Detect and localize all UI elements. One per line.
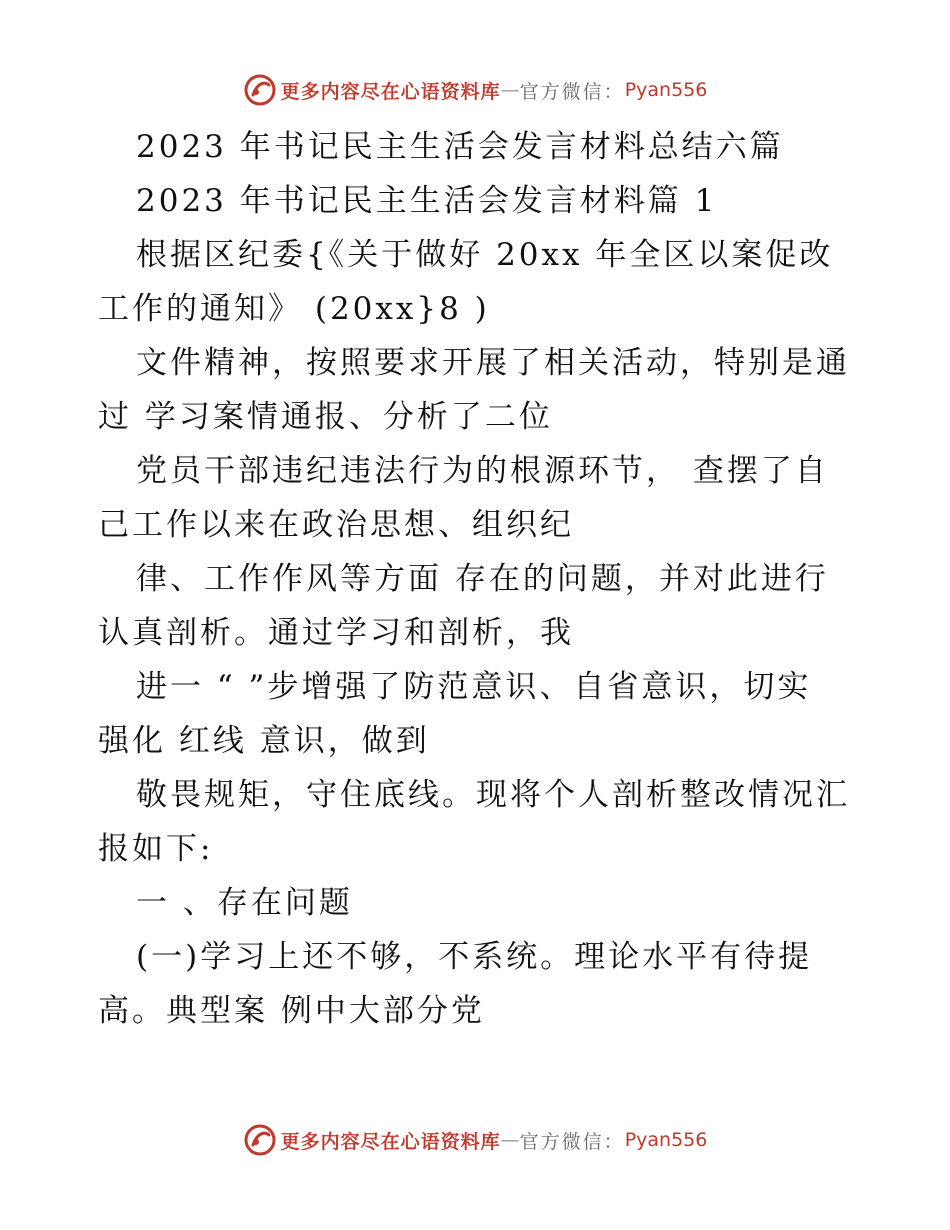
watermark-wechat-label: 官方微信： <box>519 80 625 103</box>
paragraph-line: 党员干部违纪违法行为的根源环节， 查摆了自 <box>136 453 829 489</box>
section-heading: 2023 年书记民主生活会发言材料篇 1 <box>136 183 718 219</box>
red-seal-logo-icon <box>243 73 277 107</box>
paragraph-line: 律、工作作风等方面 存在的问题，并对此进行 <box>136 561 829 597</box>
watermark-separator: — <box>500 1129 520 1151</box>
paragraph-line: 报如下: <box>98 831 214 867</box>
section-heading: 一 、存在问题 <box>136 885 353 921</box>
watermark-wechat-label: 官方微信： <box>519 1130 625 1153</box>
paragraph-line: 认真剖析。通过学习和剖析，我 <box>98 615 574 651</box>
red-seal-logo-icon <box>243 1123 277 1157</box>
watermark-wechat-id: Pyan556 <box>624 79 708 101</box>
paragraph-line: 高。典型案 例中大部分党 <box>98 993 485 1029</box>
watermark-wechat-id: Pyan556 <box>624 1129 708 1151</box>
watermark-footer <box>0 1120 950 1160</box>
paragraph-line: (一)学习上还不够，不系统。理论水平有待提 <box>136 939 813 975</box>
paragraph-line: 文件精神，按照要求开展了相关活动，特别是通 <box>136 345 850 381</box>
document-body <box>98 120 858 1038</box>
watermark-brand: 更多内容尽在心语资料库 <box>280 80 501 103</box>
watermark-brand: 更多内容尽在心语资料库 <box>280 1130 501 1153</box>
paragraph-line: 过 学习案情通报、分析了二位 <box>98 399 553 435</box>
document-title: 2023 年书记民主生活会发言材料总结六篇 <box>136 129 784 165</box>
paragraph-line: 己工作以来在政治思想、组织纪 <box>98 507 574 543</box>
watermark-separator: — <box>500 79 520 101</box>
watermark-header <box>0 70 950 110</box>
paragraph-line: 工作的通知》 (20xx}8 ) <box>98 291 490 327</box>
paragraph-line: 进一 “ ”步增强了防范意识、自省意识，切实 <box>136 669 812 705</box>
paragraph-line: 强化 红线 意识，做到 <box>98 723 430 759</box>
paragraph-line: 敬畏规矩，守住底线。现将个人剖析整改情况汇 <box>136 777 850 813</box>
paragraph-line: 根据区纪委{《关于做好 20xx 年全区以案促改 <box>136 237 834 273</box>
